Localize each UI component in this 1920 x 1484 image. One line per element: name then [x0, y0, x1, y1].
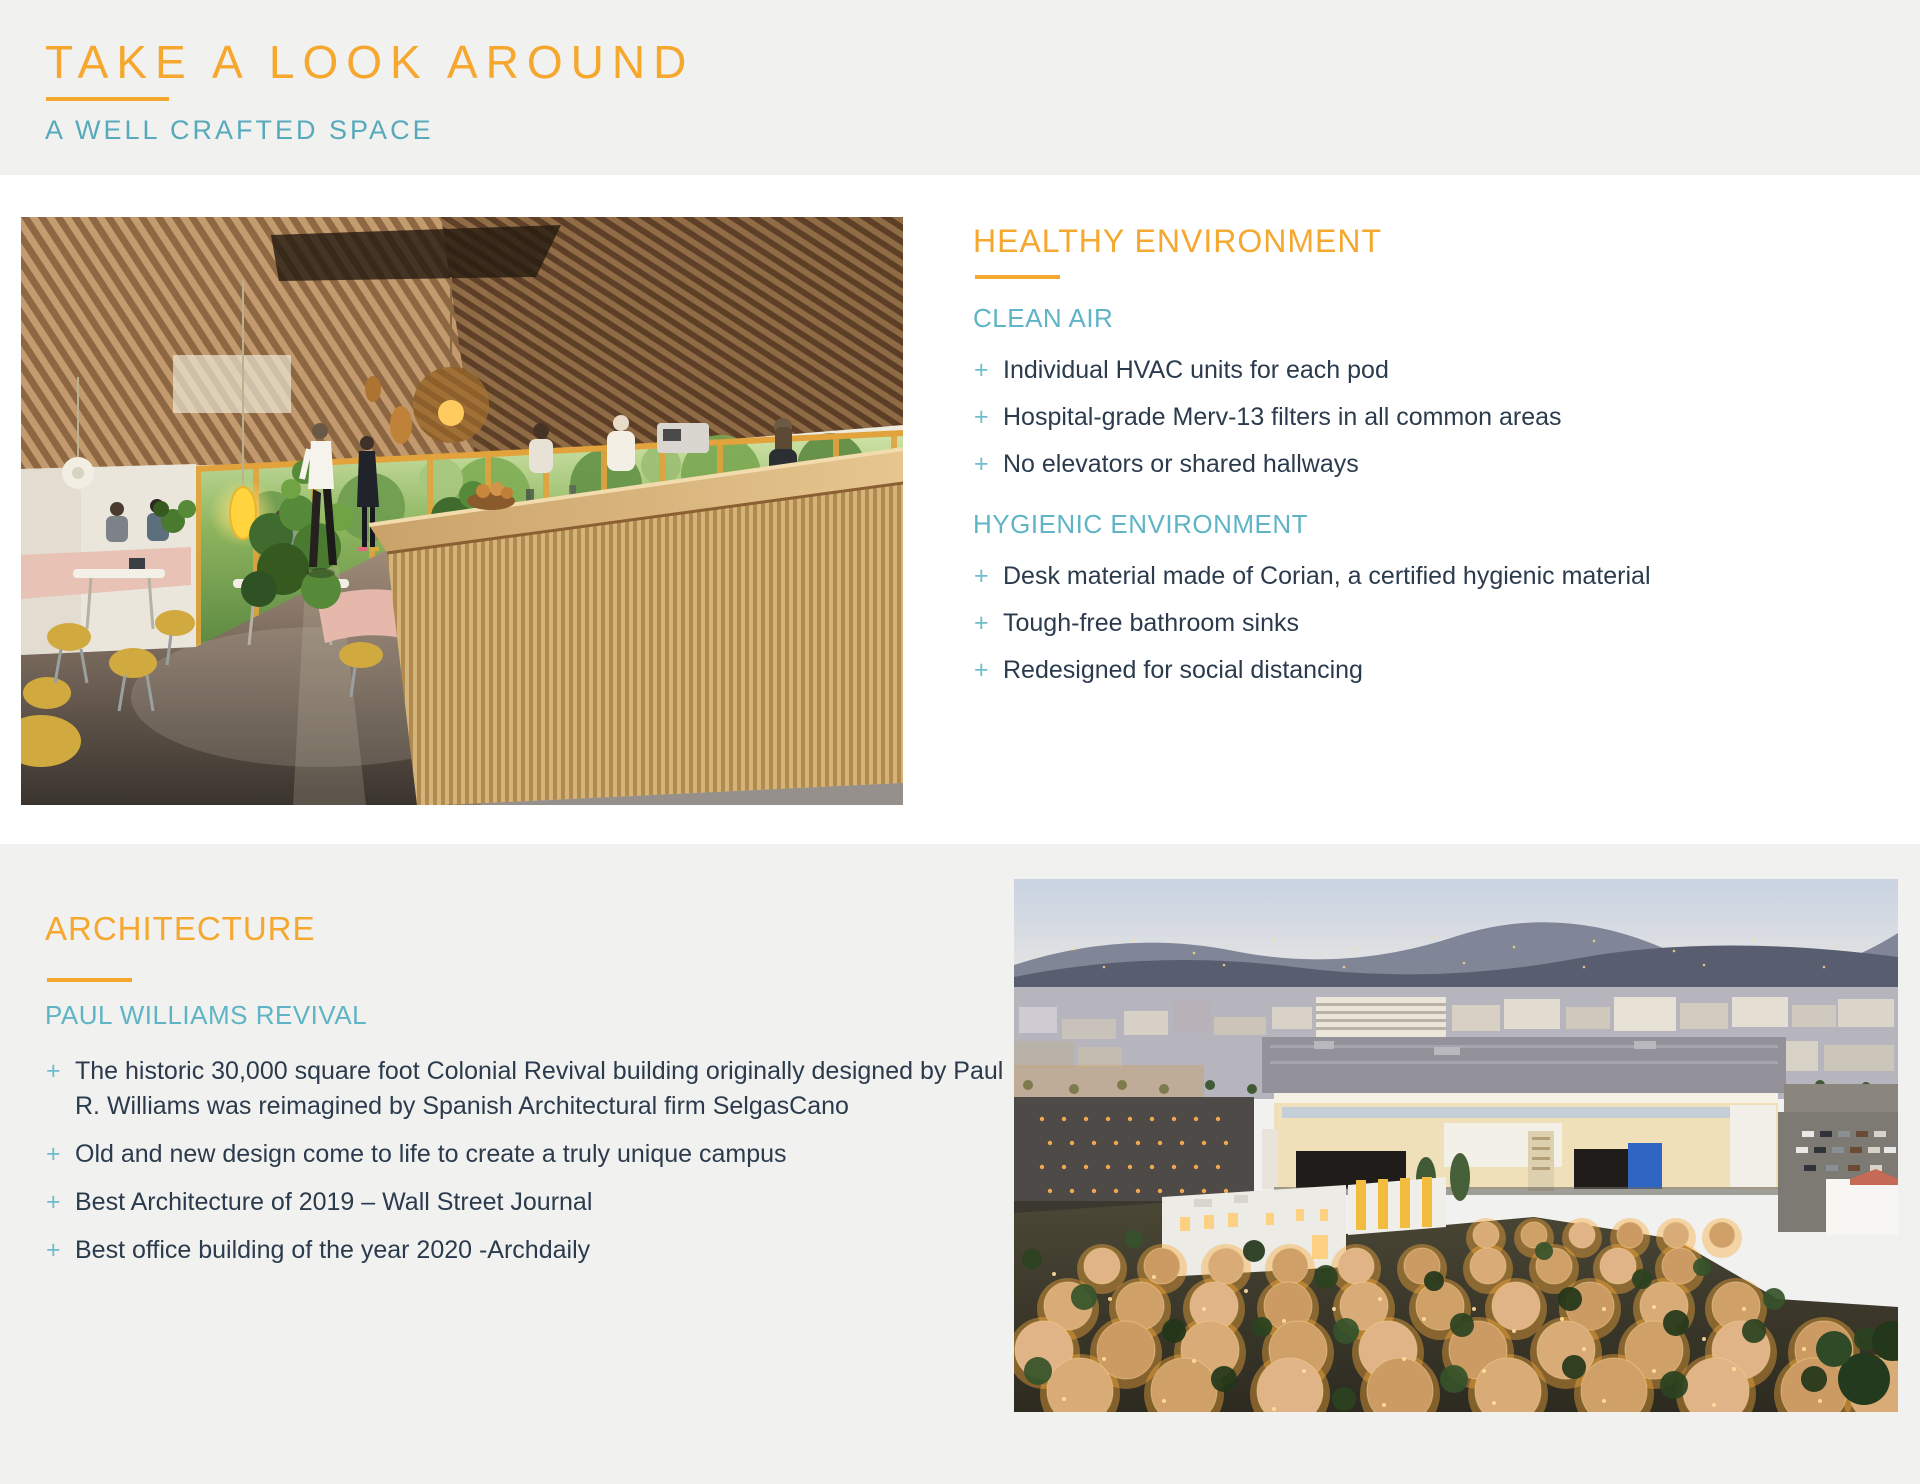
- bullet-text: Hospital-grade Merv-13 filters in all common areas: [1003, 403, 1562, 431]
- clean-air-list: [973, 353, 1833, 482]
- list-item: [45, 1233, 1010, 1268]
- healthy-heading: HEALTHY ENVIRONMENT: [973, 223, 1382, 259]
- plus-icon: +: [974, 562, 989, 590]
- plus-icon: +: [974, 609, 989, 637]
- list-item: [45, 1137, 1010, 1172]
- plus-icon: +: [974, 403, 989, 431]
- title-underline: [46, 97, 169, 101]
- plus-icon: +: [974, 656, 989, 684]
- plus-icon: +: [46, 1140, 61, 1168]
- clean-air-subheading: CLEAN AIR: [973, 303, 1114, 333]
- interior-photo: [21, 217, 903, 805]
- bullet-text: Old and new design come to life to create a truly unique campus: [75, 1140, 787, 1168]
- plus-icon: +: [974, 450, 989, 478]
- paul-williams-subheading: PAUL WILLIAMS REVIVAL: [45, 1000, 368, 1030]
- hygienic-subheading: HYGIENIC ENVIRONMENT: [973, 509, 1309, 539]
- bullet-text: The historic 30,000 square foot Colonial Revival building originally designed by Paul R. Williams was reimagined by Spanish Architectural firm SelgasCano: [75, 1057, 1004, 1120]
- list-item: [45, 1054, 1010, 1124]
- page-subtitle: A WELL CRAFTED SPACE: [45, 115, 434, 145]
- list-item: [973, 653, 1833, 688]
- bullet-text: No elevators or shared hallways: [1003, 450, 1359, 478]
- aerial-photo-illustration: [1014, 879, 1898, 1412]
- bullet-text: Redesigned for social distancing: [1003, 656, 1363, 684]
- plus-icon: +: [46, 1236, 61, 1264]
- list-item: [973, 447, 1833, 482]
- plus-icon: +: [46, 1188, 61, 1216]
- bullet-text: Individual HVAC units for each pod: [1003, 356, 1389, 384]
- bullet-text: Best office building of the year 2020 -Archdaily: [75, 1236, 591, 1264]
- plus-icon: +: [46, 1057, 61, 1085]
- architecture-underline: [47, 978, 132, 982]
- architecture-heading: ARCHITECTURE: [45, 910, 316, 947]
- plus-icon: +: [974, 356, 989, 384]
- hygienic-list: [973, 559, 1833, 688]
- section-healthy-environment: [973, 223, 1833, 700]
- interior-photo-illustration: [21, 217, 903, 805]
- bullet-text: Tough-free bathroom sinks: [1003, 609, 1299, 637]
- list-item: [973, 353, 1833, 388]
- aerial-photo: [1014, 879, 1898, 1412]
- section-architecture: [45, 910, 1010, 1281]
- bullet-text: Best Architecture of 2019 – Wall Street Journal: [75, 1188, 593, 1216]
- bullet-text: Desk material made of Corian, a certified hygienic material: [1003, 562, 1651, 590]
- list-item: [45, 1185, 1010, 1220]
- healthy-underline: [975, 275, 1060, 279]
- list-item: [973, 606, 1833, 641]
- architecture-list: [45, 1054, 1010, 1268]
- page-title: TAKE A LOOK AROUND: [45, 36, 695, 88]
- list-item: [973, 559, 1833, 594]
- list-item: [973, 400, 1833, 435]
